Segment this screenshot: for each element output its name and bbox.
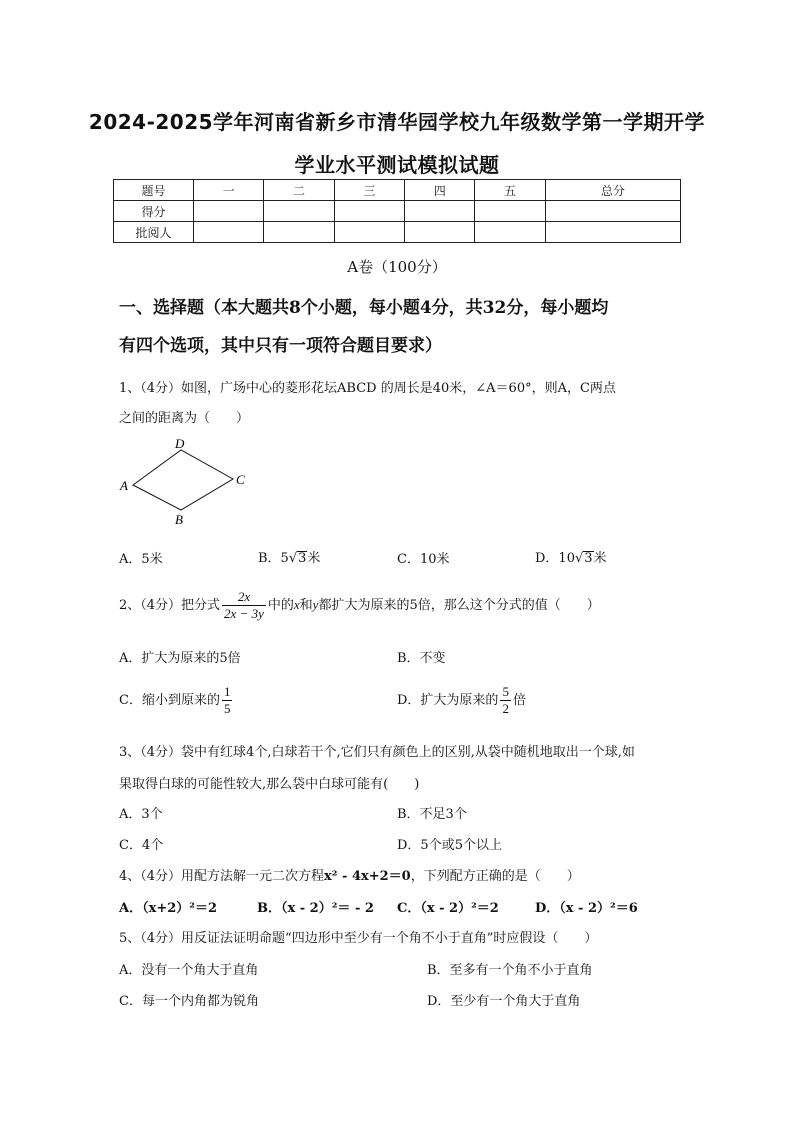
q2-mid2: 和 — [299, 598, 313, 613]
vertex-label-a: A — [120, 478, 128, 493]
q2-text — [119, 589, 600, 622]
q2-option-a: A．扩大为原来的5倍 — [119, 651, 241, 666]
q3-text-line2: 果取得白球的可能性较大,那么袋中白球可能有( ) — [119, 777, 420, 792]
score-cell — [405, 222, 475, 243]
q1-option-b — [258, 547, 320, 566]
q2-prefix: 2、（4分）把分式 — [119, 598, 221, 613]
q5-option-d: D．至少有一个角大于直角 — [427, 994, 581, 1009]
q2-mid1: 中的 — [267, 598, 294, 613]
q2-option-d-fraction — [500, 684, 511, 717]
q1-option-d-radicand: 3 — [584, 551, 593, 566]
q1-text-line1: 1、（4分）如图，广场中心的菱形花坛ABCD 的周长是40米，∠A＝60°，则A，C两点 — [119, 381, 616, 396]
score-cell — [194, 222, 264, 243]
q3-option-c: C．4个 — [119, 838, 164, 853]
q1-option-c: C．10米 — [397, 552, 450, 567]
q4-text — [119, 865, 580, 884]
q3-option-a: A．3个 — [119, 807, 163, 822]
q2-option-c-denominator: 5 — [223, 701, 231, 716]
q4-option-b: B．（x - 2）²＝ - 2 — [257, 901, 374, 916]
score-cell — [405, 201, 475, 222]
score-table-row — [114, 201, 681, 222]
q2-suffix: 都扩大为原来的5倍，那么这个分式的值（ ） — [318, 598, 600, 613]
score-header-cell: 五 — [475, 180, 545, 201]
q2-option-c — [119, 684, 234, 717]
q4-option-c: C．（x - 2）²＝2 — [397, 901, 499, 916]
q1-option-d-suffix: 米 — [593, 551, 607, 566]
sqrt-icon: √ — [574, 551, 584, 566]
q3-text-line1: 3、（4分）袋中有红球4个,白球若干个,它们只有颜色上的区别,从袋中随机地取出一个球,如 — [119, 745, 635, 760]
score-header-cell: 三 — [334, 180, 404, 201]
score-cell — [194, 201, 264, 222]
q4-equation: x² - 4x+2＝0 — [324, 869, 411, 884]
score-table — [113, 179, 681, 243]
q4-option-d: D．（x - 2）²＝6 — [535, 901, 638, 916]
score-header-cell: 总分 — [545, 180, 680, 201]
q1-option-d-prefix: D．10 — [535, 551, 575, 566]
vertex-label-b: B — [175, 512, 183, 527]
part1-heading-line2: 有四个选项，其中只有一项符合题目要求） — [119, 336, 442, 356]
q2-fraction-numerator: 2x — [222, 589, 266, 606]
score-cell — [475, 201, 545, 222]
score-cell — [545, 222, 680, 243]
score-header-cell: 一 — [194, 180, 264, 201]
q2-var-y: y — [312, 597, 319, 612]
q1-option-b-prefix: B．5 — [258, 551, 289, 566]
q4-prefix: 4、（4分）用配方法解一元二次方程 — [119, 869, 325, 884]
q5-option-c: C．每一个内角都为锐角 — [119, 994, 259, 1009]
score-cell — [334, 222, 404, 243]
rhombus-shape — [133, 450, 233, 510]
score-cell — [475, 222, 545, 243]
score-table-header-row — [114, 180, 681, 201]
q2-option-d-prefix: D．扩大为原来的 — [397, 693, 499, 708]
score-header-cell: 二 — [264, 180, 334, 201]
score-header-cell: 四 — [405, 180, 475, 201]
score-cell — [264, 201, 334, 222]
q5-text: 5、（4分）用反证法证明命题“四边形中至少有一个角不小于直角”时应假设（ ） — [119, 931, 598, 946]
q1-option-b-suffix: 米 — [307, 551, 321, 566]
q2-option-d-suffix: 倍 — [512, 693, 526, 708]
q2-fraction — [222, 589, 266, 622]
q1-option-d — [535, 547, 607, 566]
score-cell — [545, 201, 680, 222]
rhombus-figure — [115, 434, 255, 529]
vertex-label-d: D — [175, 436, 185, 451]
q2-option-c-numerator: 1 — [223, 684, 231, 699]
q2-option-d — [397, 684, 526, 717]
score-header-cell: 题号 — [114, 180, 194, 201]
q2-option-d-numerator: 5 — [502, 684, 509, 699]
score-row-label: 得分 — [114, 201, 194, 222]
q1-text-line2: 之间的距离为（ ） — [119, 411, 250, 426]
score-cell — [264, 222, 334, 243]
score-table-row — [114, 222, 681, 243]
q2-var-x: x — [293, 597, 300, 612]
sqrt-icon: √ — [288, 551, 298, 566]
vertex-label-c: C — [236, 472, 245, 487]
q1-option-a: A．5米 — [119, 552, 163, 567]
q2-option-c-fraction — [222, 684, 233, 717]
q2-option-d-denominator: 2 — [502, 701, 509, 716]
q5-option-a: A．没有一个角大于直角 — [119, 963, 259, 978]
doc-title-line1: 2024-2025学年河南省新乡市清华园学校九年级数学第一学期开学 — [88, 110, 706, 134]
q5-option-b: B．至多有一个角不小于直角 — [427, 963, 593, 978]
score-row-label: 批阅人 — [114, 222, 194, 243]
section-a-title: A卷（100分） — [347, 258, 447, 276]
q3-option-b: B．不足3个 — [397, 807, 467, 822]
score-cell — [334, 201, 404, 222]
q3-option-d: D．5个或5个以上 — [397, 838, 502, 853]
q2-option-b: B．不变 — [397, 651, 446, 666]
q2-fraction-denominator: 2x − 3y — [224, 606, 264, 621]
part1-heading-line1: 一、选择题（本大题共8个小题，每小题4分，共32分，每小题均 — [119, 298, 609, 318]
q1-option-b-radicand: 3 — [298, 551, 307, 566]
q4-suffix: ，下列配方正确的是（ ） — [410, 869, 580, 884]
doc-title-line2: 学业水平测试模拟试题 — [294, 153, 500, 177]
q4-option-a: A．（x+2）²＝2 — [119, 901, 218, 916]
q2-option-c-prefix: C．缩小到原来的 — [119, 693, 220, 708]
